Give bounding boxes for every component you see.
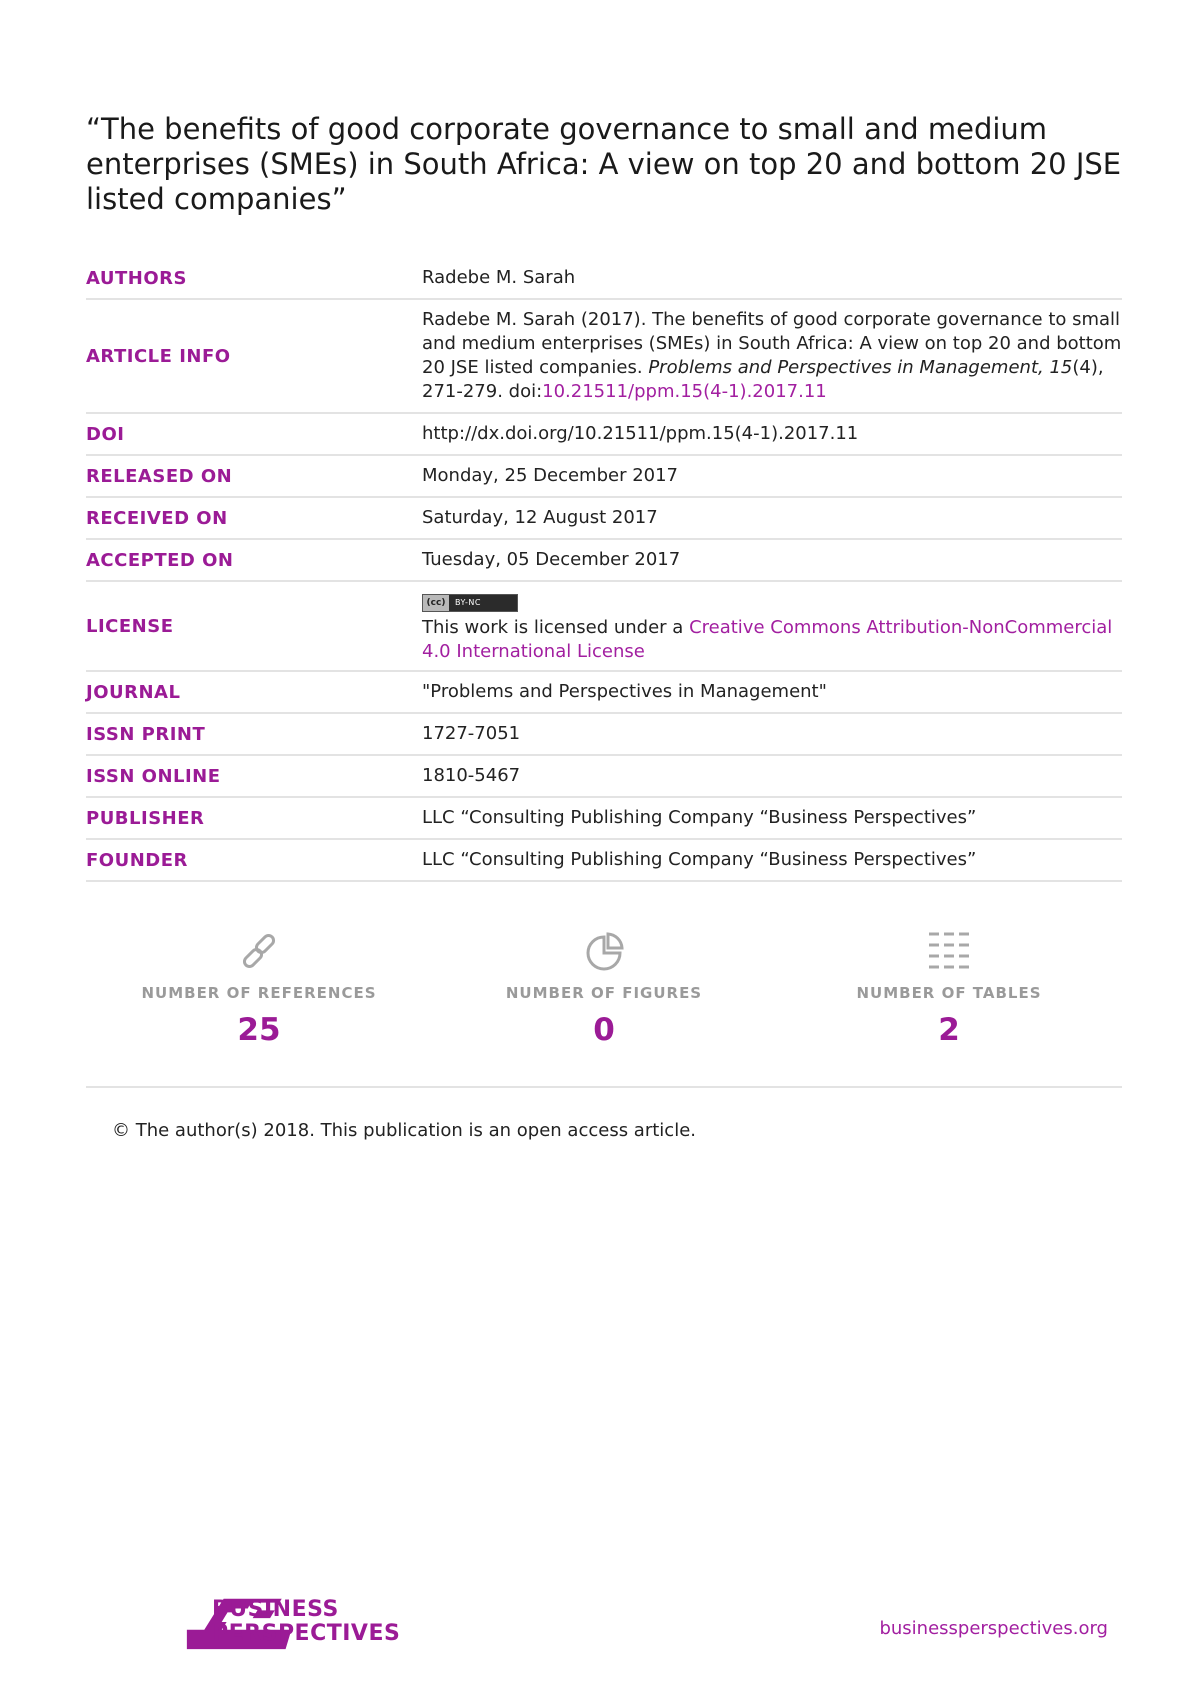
stat-references (129, 930, 389, 1048)
doi-link[interactable]: 10.21511/ppm.15(4-1).2017.11 (542, 381, 827, 402)
citation-text: Radebe M. Sarah (2017). The benefits of good corporate governance to small and medium enterprises (SMEs) in South Africa: A view on top 20 and bottom 20 JSE listed companies. (422, 309, 1122, 378)
article-info-label: ARTICLE INFO (86, 345, 231, 367)
license-link[interactable]: Creative Commons Attribution-NonCommercial 4.0 International License (422, 617, 1113, 662)
article-title: “The benefits of good corporate governance to small and medium enterprises (SMEs) in South Africa: A view on top 20 and bottom 20 JSE listed companies” (86, 112, 1122, 216)
authors-label: AUTHORS (86, 267, 187, 289)
received-on-label: RECEIVED ON (86, 507, 228, 529)
logo-wordmark (212, 1598, 400, 1646)
authors-value: Radebe M. Sarah (422, 267, 576, 288)
row-released-on (86, 456, 1122, 498)
doi-value: http://dx.doi.org/10.21511/ppm.15(4-1).2017.11 (422, 423, 859, 444)
pie-chart-icon (583, 930, 625, 972)
license-label: LICENSE (86, 615, 174, 637)
accepted-on-label: ACCEPTED ON (86, 549, 234, 571)
tables-label: NUMBER OF TABLES (856, 984, 1042, 1002)
received-on-value: Saturday, 12 August 2017 (422, 507, 658, 528)
publisher-value: LLC “Consulting Publishing Company “Business Perspectives” (422, 807, 977, 828)
logo-line-2: PERSPECTIVES (212, 1621, 401, 1646)
row-issn-online (86, 756, 1122, 798)
stat-figures (474, 930, 734, 1048)
figures-label: NUMBER OF FIGURES (505, 984, 703, 1002)
license-value (422, 588, 1122, 664)
issn-online-label: ISSN ONLINE (86, 765, 221, 787)
website-link[interactable]: businessperspectives.org (879, 1618, 1108, 1639)
row-authors (86, 258, 1122, 300)
row-accepted-on (86, 540, 1122, 582)
tables-count: 2 (938, 1012, 960, 1048)
logo-line-1: BUSINESS (212, 1597, 339, 1622)
founder-value: LLC “Consulting Publishing Company “Business Perspectives” (422, 849, 977, 870)
issn-print-value: 1727-7051 (422, 723, 521, 744)
figures-count: 0 (593, 1012, 615, 1048)
stat-tables (819, 930, 1079, 1048)
article-info-value (422, 308, 1122, 404)
cc-license-badge[interactable] (422, 594, 518, 612)
row-founder (86, 840, 1122, 882)
references-count: 25 (237, 1012, 281, 1048)
link-icon (238, 930, 280, 972)
license-prefix: This work is licensed under a (422, 617, 690, 638)
citation-journal: Problems and Perspectives in Management, 15 (648, 357, 1073, 378)
publisher-label: PUBLISHER (86, 807, 205, 829)
accepted-on-value: Tuesday, 05 December 2017 (422, 549, 681, 570)
journal-value: "Problems and Perspectives in Management" (422, 681, 827, 702)
issn-online-value: 1810-5467 (422, 765, 521, 786)
copyright-notice: © The author(s) 2018. This publication is an open access article. (112, 1120, 696, 1141)
article-stats (86, 930, 1122, 1088)
references-label: NUMBER OF REFERENCES (141, 984, 377, 1002)
row-issn-print (86, 714, 1122, 756)
metadata-table (86, 258, 1122, 882)
row-received-on (86, 498, 1122, 540)
citation-pages: (4), 271-279. doi: (422, 357, 1104, 402)
released-on-label: RELEASED ON (86, 465, 233, 487)
released-on-value: Monday, 25 December 2017 (422, 465, 678, 486)
row-journal (86, 672, 1122, 714)
cc-badge-text: BY-NC (455, 598, 481, 607)
table-icon (927, 930, 971, 972)
row-publisher (86, 798, 1122, 840)
issn-print-label: ISSN PRINT (86, 723, 206, 745)
row-article-info (86, 300, 1122, 414)
journal-label: JOURNAL (86, 681, 181, 703)
doi-label: DOI (86, 423, 125, 445)
cc-icon: (cc) (423, 595, 449, 611)
license-text (422, 616, 1122, 664)
founder-label: FOUNDER (86, 849, 188, 871)
row-license (86, 582, 1122, 672)
row-doi (86, 414, 1122, 456)
